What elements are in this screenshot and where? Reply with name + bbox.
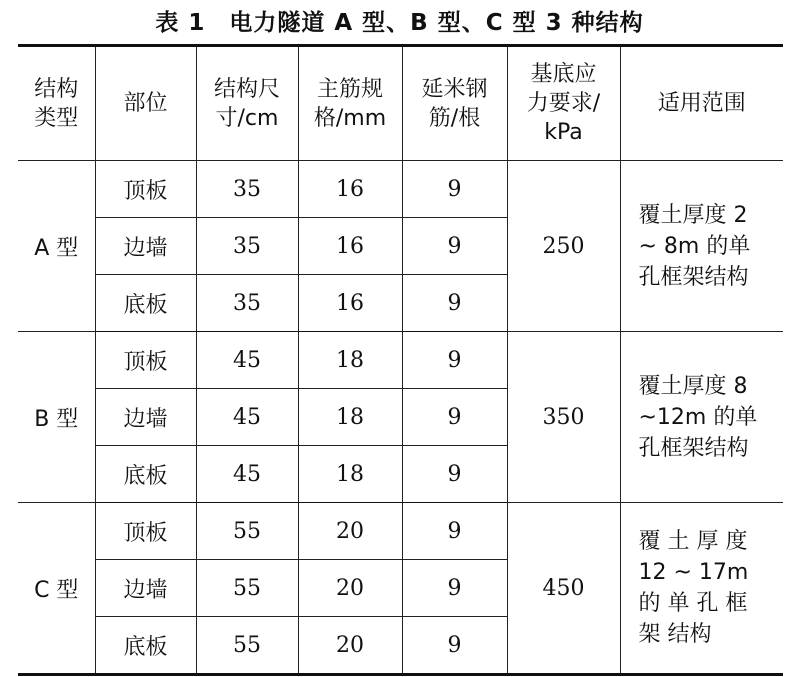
- size-cell: 55: [196, 560, 298, 617]
- table-row: [18, 332, 783, 389]
- part-cell: 顶板: [95, 332, 196, 389]
- count-cell: 9: [402, 161, 507, 218]
- count-cell: 9: [402, 617, 507, 675]
- header-rebar-per-meter: 延米钢 筋/根: [402, 46, 507, 161]
- header-application-range: 适用范围: [620, 46, 783, 161]
- base-stress-cell: 450: [507, 503, 620, 675]
- rebar-cell: 20: [298, 617, 402, 675]
- part-cell: 底板: [95, 617, 196, 675]
- part-cell: 顶板: [95, 161, 196, 218]
- header-base-stress: 基底应 力要求/ kPa: [507, 46, 620, 161]
- structure-table: [18, 44, 783, 676]
- rebar-cell: 20: [298, 560, 402, 617]
- count-cell: 9: [402, 446, 507, 503]
- rebar-cell: 16: [298, 161, 402, 218]
- header-main-rebar-spec: 主筋规 格/mm: [298, 46, 402, 161]
- size-cell: 35: [196, 275, 298, 332]
- part-cell: 边墙: [95, 560, 196, 617]
- size-cell: 55: [196, 617, 298, 675]
- base-stress-cell: 350: [507, 332, 620, 503]
- part-cell: 底板: [95, 446, 196, 503]
- count-cell: 9: [402, 275, 507, 332]
- rebar-cell: 18: [298, 446, 402, 503]
- rebar-cell: 16: [298, 275, 402, 332]
- count-cell: 9: [402, 332, 507, 389]
- rebar-cell: 16: [298, 218, 402, 275]
- base-stress-cell: 250: [507, 161, 620, 332]
- header-structure-size: 结构尺 寸/cm: [196, 46, 298, 161]
- size-cell: 35: [196, 218, 298, 275]
- rebar-cell: 20: [298, 503, 402, 560]
- size-cell: 45: [196, 389, 298, 446]
- header-part: 部位: [95, 46, 196, 161]
- count-cell: 9: [402, 218, 507, 275]
- part-cell: 边墙: [95, 389, 196, 446]
- size-cell: 45: [196, 446, 298, 503]
- table-row: [18, 161, 783, 218]
- header-row: [18, 46, 783, 161]
- table-caption: 表 1 电力隧道 A 型、B 型、C 型 3 种结构: [155, 10, 644, 36]
- size-cell: 35: [196, 161, 298, 218]
- structure-type-cell: A 型: [18, 161, 95, 332]
- part-cell: 底板: [95, 275, 196, 332]
- count-cell: 9: [402, 389, 507, 446]
- table-row: [18, 503, 783, 560]
- structure-type-cell: C 型: [18, 503, 95, 675]
- rebar-cell: 18: [298, 389, 402, 446]
- application-range-cell: 覆土厚度 8 ~12m 的单孔框架结构: [620, 332, 783, 503]
- count-cell: 9: [402, 503, 507, 560]
- rebar-cell: 18: [298, 332, 402, 389]
- application-range-cell: 覆 土 厚 度 12 ~ 17m 的 单 孔 框 架 结构: [620, 503, 783, 675]
- count-cell: 9: [402, 560, 507, 617]
- application-range-cell: 覆土厚度 2 ~ 8m 的单孔框架结构: [620, 161, 783, 332]
- part-cell: 顶板: [95, 503, 196, 560]
- header-structure-type: 结构 类型: [18, 46, 95, 161]
- part-cell: 边墙: [95, 218, 196, 275]
- size-cell: 55: [196, 503, 298, 560]
- structure-type-cell: B 型: [18, 332, 95, 503]
- size-cell: 45: [196, 332, 298, 389]
